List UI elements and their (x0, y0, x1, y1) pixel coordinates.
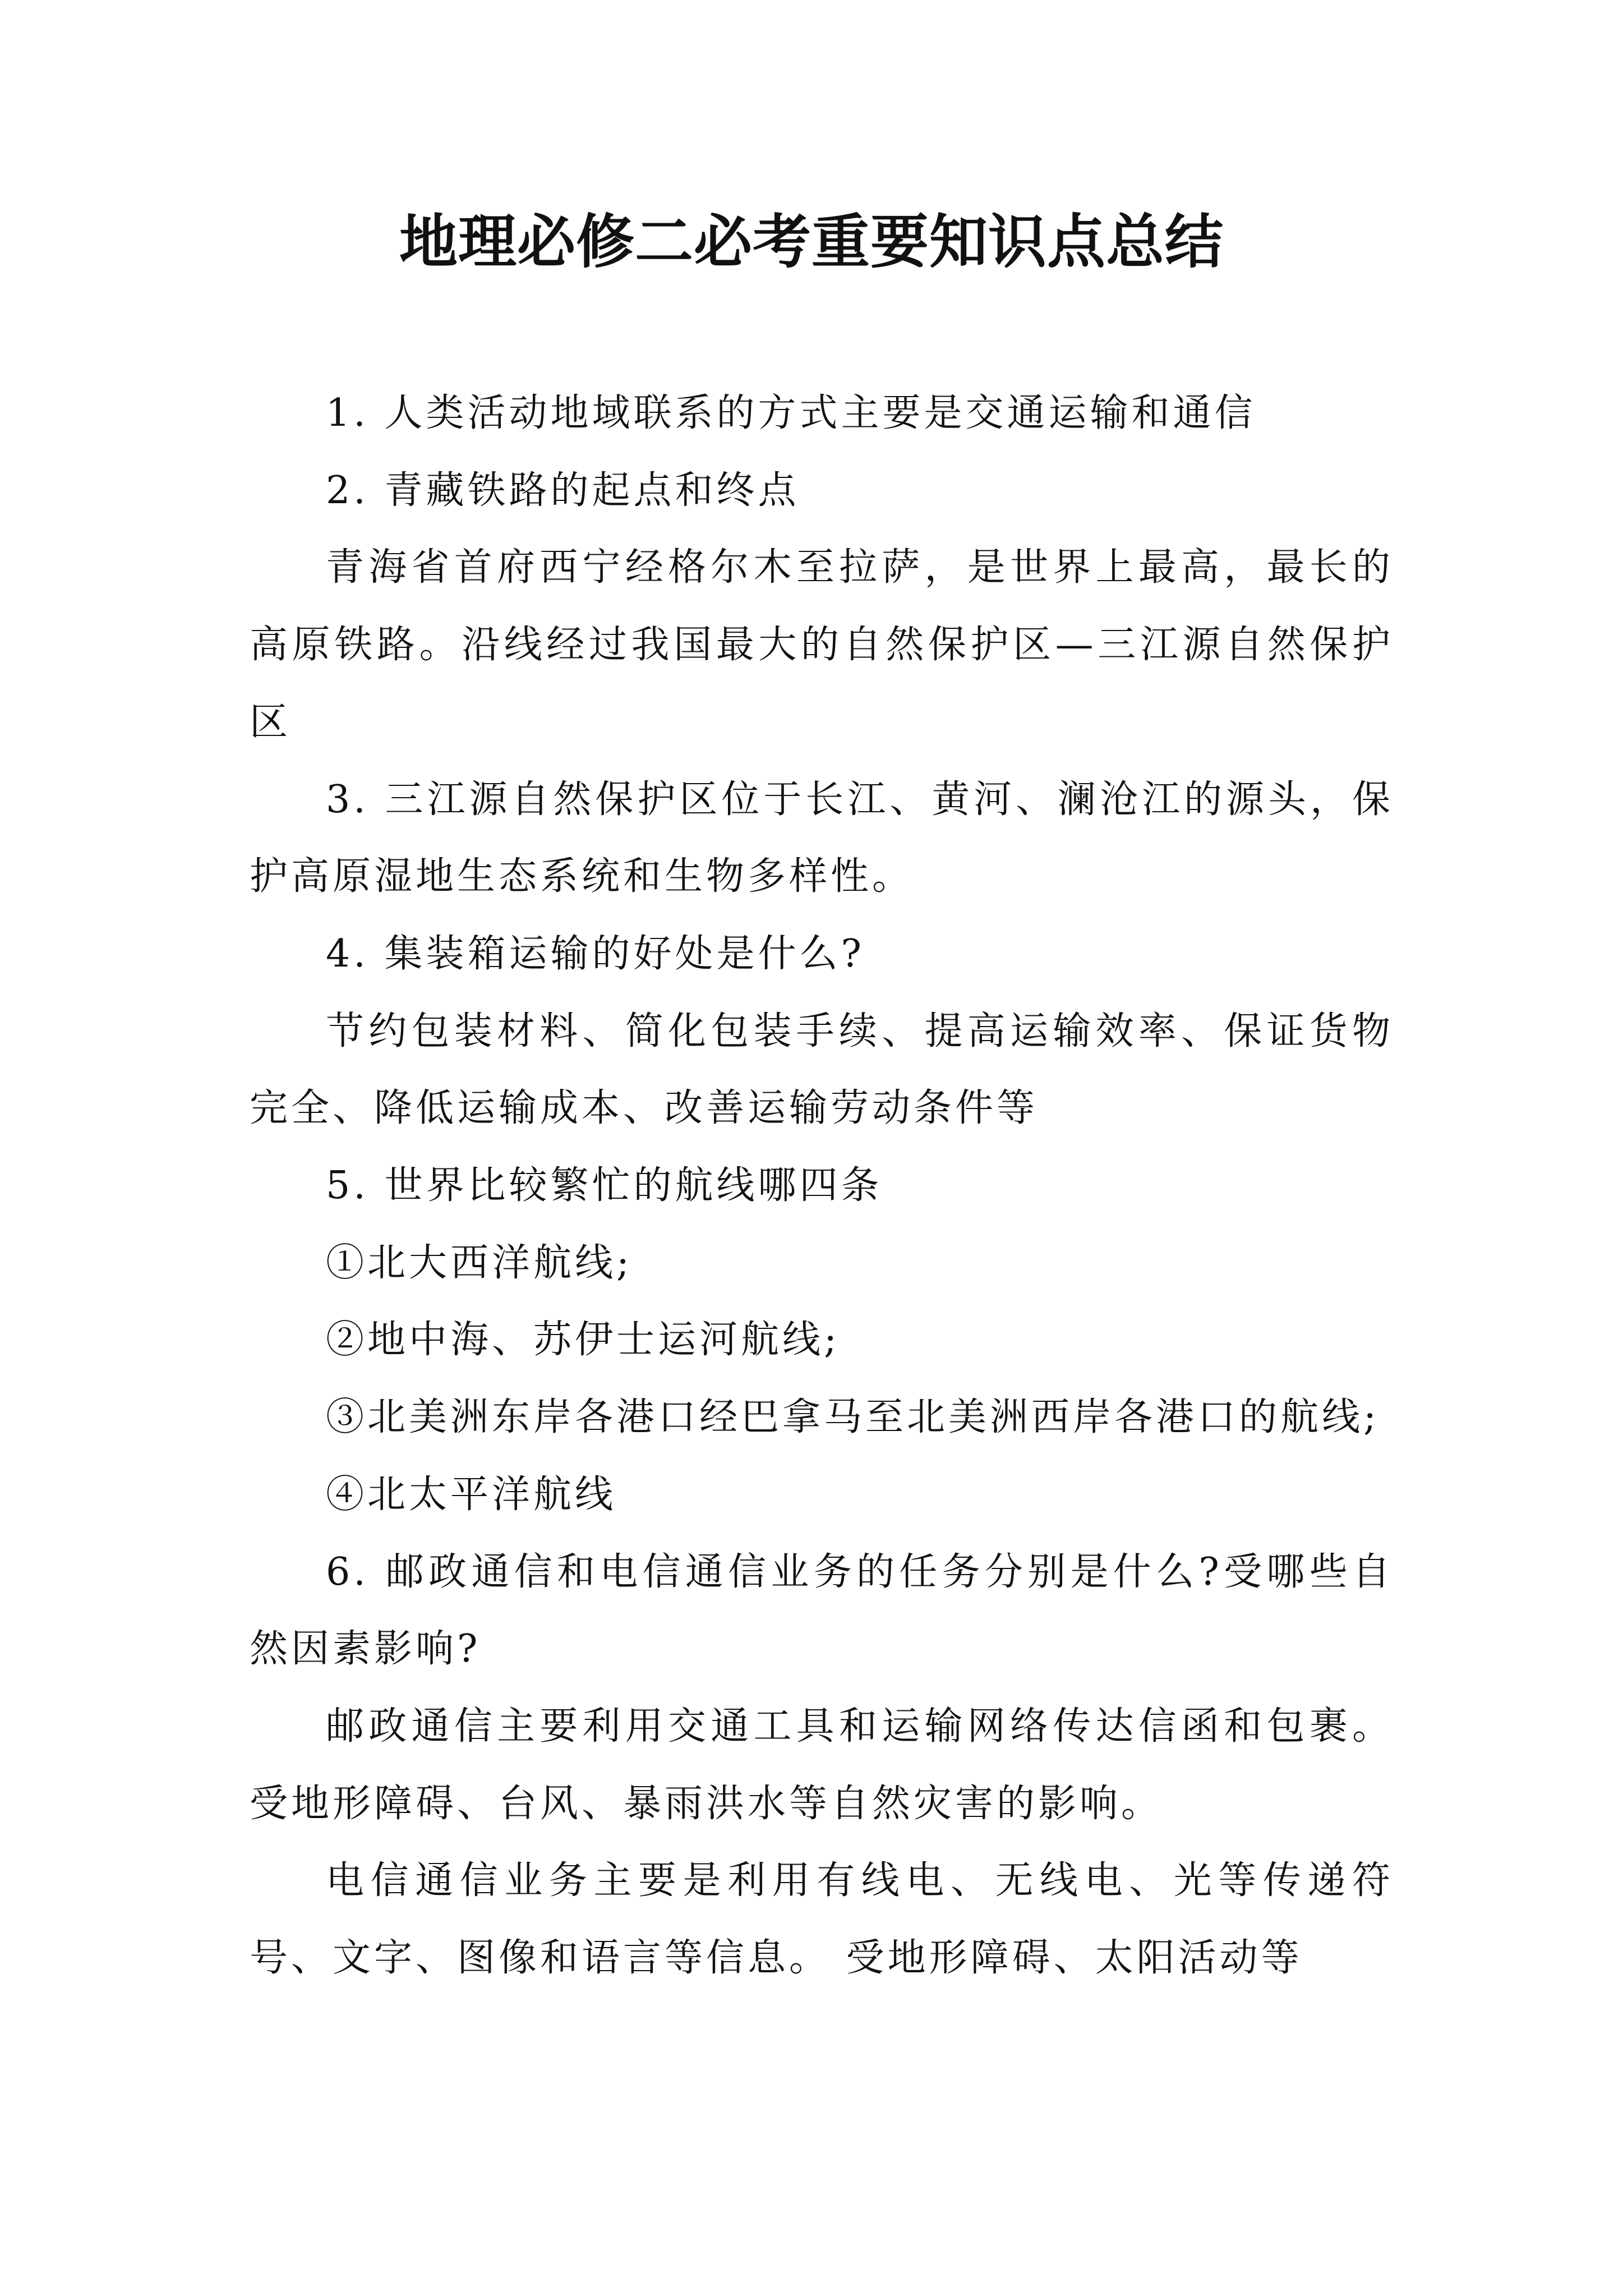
paragraph-2: 2. 青藏铁路的起点和终点 (326, 468, 800, 513)
paragraph-13: 邮政通信主要利用交通工具和运输网络传达信函和包裹。受地形障碍、台风、暴雨洪水等自然灾害的影响。 (250, 1704, 1394, 1826)
paragraph-3: 青海省首府西宁经格尔木至拉萨，是世界上最高，最长的高原铁路。沿线经过我国最大的自然保护区—三江源自然保护区 (250, 545, 1394, 744)
paragraph-8: ①北大西洋航线; (326, 1240, 633, 1285)
paragraph-10: ③北美洲东岸各港口经巴拿马至北美洲西岸各港口的航线; (326, 1395, 1380, 1440)
paragraph-7: 5. 世界比较繁忙的航线哪四条 (326, 1163, 883, 1208)
paragraph-12: 6. 邮政通信和电信通信业务的任务分别是什么?受哪些自然因素影响? (250, 1549, 1394, 1672)
document-body (250, 375, 1394, 1997)
document-title: 地理必修二必考重要知识点总结 (399, 207, 1224, 276)
paragraph-5: 4. 集装箱运输的好处是什么? (326, 931, 865, 976)
paragraph-1: 1. 人类活动地域联系的方式主要是交通运输和通信 (326, 391, 1256, 435)
paragraph-6: 节约包装材料、简化包装手续、提高运输效率、保证货物完全、降低运输成本、改善运输劳动条件等 (250, 1009, 1394, 1131)
paragraph-9: ②地中海、苏伊士运河航线; (326, 1318, 840, 1363)
paragraph-14: 电信通信业务主要是利用有线电、无线电、光等传递符号、文字、图像和语言等信息。 受地形障碍、太阳活动等 (250, 1858, 1394, 1981)
paragraph-4: 3. 三江源自然保护区位于长江、黄河、澜沧江的源头，保护高原湿地生态系统和生物多样性。 (250, 777, 1394, 899)
paragraph-11: ④北太平洋航线 (326, 1472, 617, 1517)
